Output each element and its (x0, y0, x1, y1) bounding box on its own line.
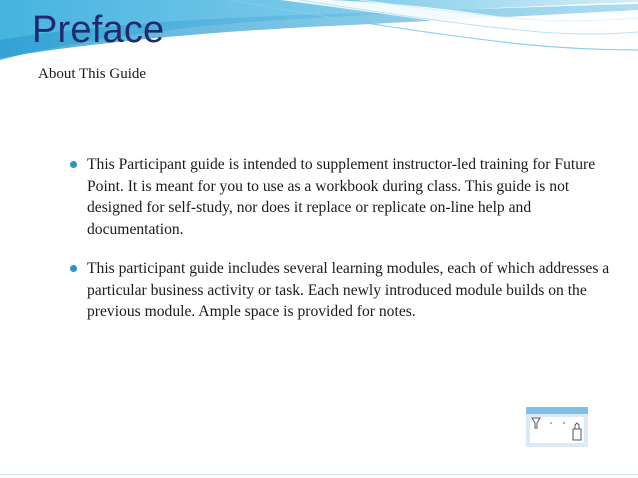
bullet-text: This participant guide includes several learning modules, each of which addresses a particular business activity or task. Each newly introduced module builds on the previous module. Ample space is provided for notes. (87, 260, 610, 320)
bullet-item (70, 258, 615, 323)
bullet-dot-icon (70, 265, 77, 272)
bullet-text: This Participant guide is intended to supplement instructor-led training for Future Point. It is meant for you to use as a workbook during class. This guide is not designed for self-study, nor does it replace or replicate on-line help and documentation. (87, 156, 596, 238)
bullet-item (70, 154, 615, 240)
thumbnail-image (526, 407, 588, 447)
bullet-list (70, 154, 615, 341)
slide-title: Preface (32, 9, 165, 51)
slide-subtitle: About This Guide (38, 66, 147, 82)
bullet-dot-icon (70, 161, 77, 168)
footer-divider (0, 474, 638, 475)
